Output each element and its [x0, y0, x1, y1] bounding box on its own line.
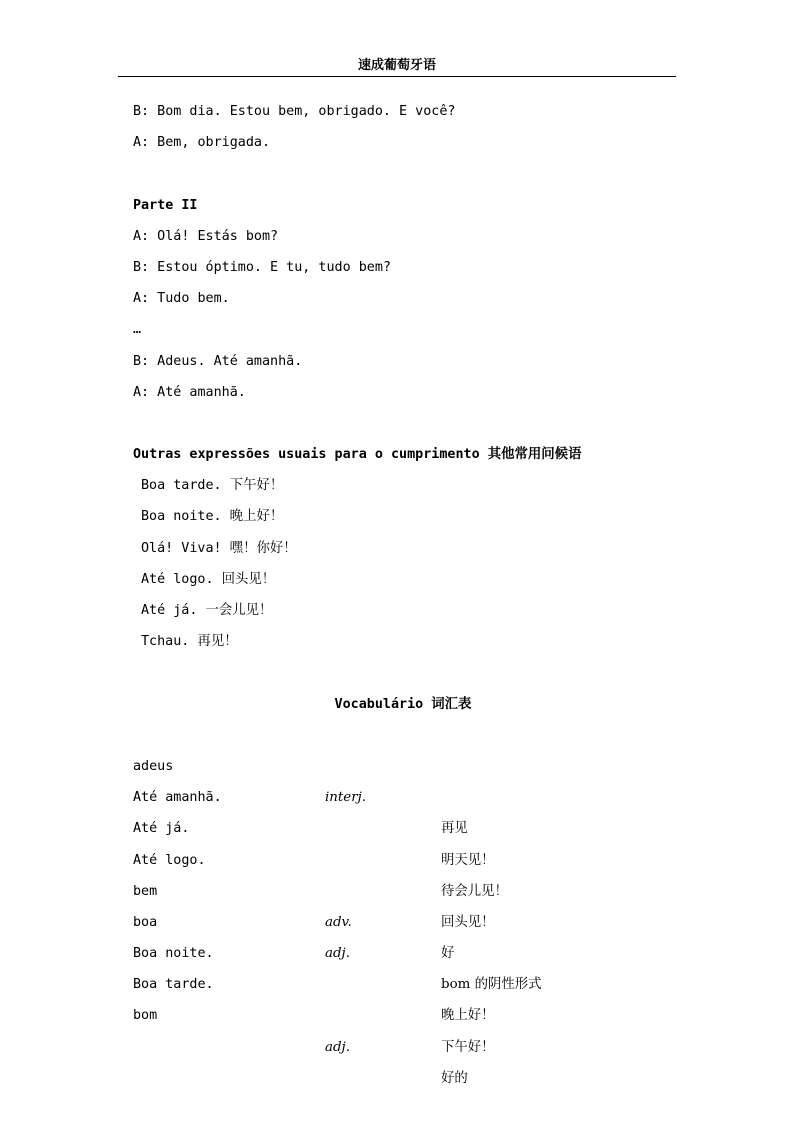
- dialogue-line: B: Adeus. Até amanhã.: [133, 353, 303, 369]
- page-header: [118, 56, 676, 77]
- dialogue-line: B: Estou óptimo. E tu, tudo bem?: [133, 259, 391, 275]
- vocabulary-word: Até amanhã.: [133, 790, 222, 806]
- expression-item: Tchau. 再见！: [141, 634, 238, 650]
- vocabulary-word: Até logo.: [133, 852, 206, 868]
- expression-item: Até já. 一会儿见！: [141, 603, 273, 618]
- vocabulary-word: Boa tarde.: [133, 977, 214, 993]
- section-heading-expressions: Outras expressões usuais para o cumprimento 其他常用问候语: [133, 447, 582, 463]
- vocabulary-meaning: 再见: [441, 821, 468, 837]
- ellipsis-line: …: [133, 322, 142, 338]
- vocabulary-meaning: 好: [441, 946, 455, 962]
- expression-item: Olá! Viva! 嘿！你好！: [141, 540, 297, 556]
- section-heading-vocabulary: Vocabulário 词汇表: [334, 696, 472, 712]
- dialogue-line: B: Bom dia. Estou bem, obrigado. E você?: [133, 104, 456, 119]
- vocabulary-word: bom: [133, 1008, 158, 1024]
- dialogue-line: A: Tudo bem.: [133, 291, 230, 307]
- vocabulary-part-of-speech: adj.: [325, 1039, 350, 1055]
- spacer: [133, 408, 673, 439]
- vocabulary-meaning: 回头见！: [441, 914, 495, 930]
- expressions-section: [133, 439, 673, 657]
- vocabulary-word: Boa noite.: [133, 946, 214, 962]
- dialogue-part-1: [133, 96, 673, 158]
- expression-item: Boa noite. 晚上好！: [141, 509, 284, 525]
- vocabulary-part-of-speech: interj.: [325, 790, 367, 806]
- dialogue-line: A: Até amanhã.: [133, 384, 246, 400]
- expression-item: Até logo. 回头见！: [141, 571, 276, 587]
- vocabulary-word: adeus: [133, 758, 174, 774]
- page-title: 速成葡萄牙语: [357, 58, 436, 73]
- dialogue-line: A: Olá! Estás bom?: [133, 228, 279, 244]
- spacer: [133, 657, 673, 688]
- vocabulary-word: boa: [133, 914, 158, 930]
- dialogue-line: A: Bem, obrigada.: [133, 135, 271, 151]
- vocabulary-part-of-speech: adv.: [325, 914, 352, 930]
- vocabulary-word: bem: [133, 883, 158, 899]
- vocabulary-meaning: 好的: [441, 1070, 468, 1086]
- vocabulary-meaning: 下午好！: [441, 1039, 495, 1055]
- vocabulary-word: Até já.: [133, 821, 190, 837]
- vocabulary-meaning: 晚上好！: [441, 1008, 495, 1024]
- dialogue-part-2: [133, 190, 673, 408]
- expression-item: Boa tarde. 下午好！: [141, 478, 284, 494]
- vocabulary-meaning: 待会儿见！: [441, 883, 508, 899]
- spacer: [133, 158, 673, 189]
- vocabulary-section: [133, 689, 673, 1086]
- vocabulary-part-of-speech: adj.: [325, 946, 350, 962]
- section-heading-part-2: Parte II: [133, 197, 198, 213]
- vocabulary-meaning: 明天见！: [441, 852, 495, 868]
- page-content: [133, 96, 673, 1086]
- vocabulary-meaning: bom 的阴性形式: [441, 977, 542, 993]
